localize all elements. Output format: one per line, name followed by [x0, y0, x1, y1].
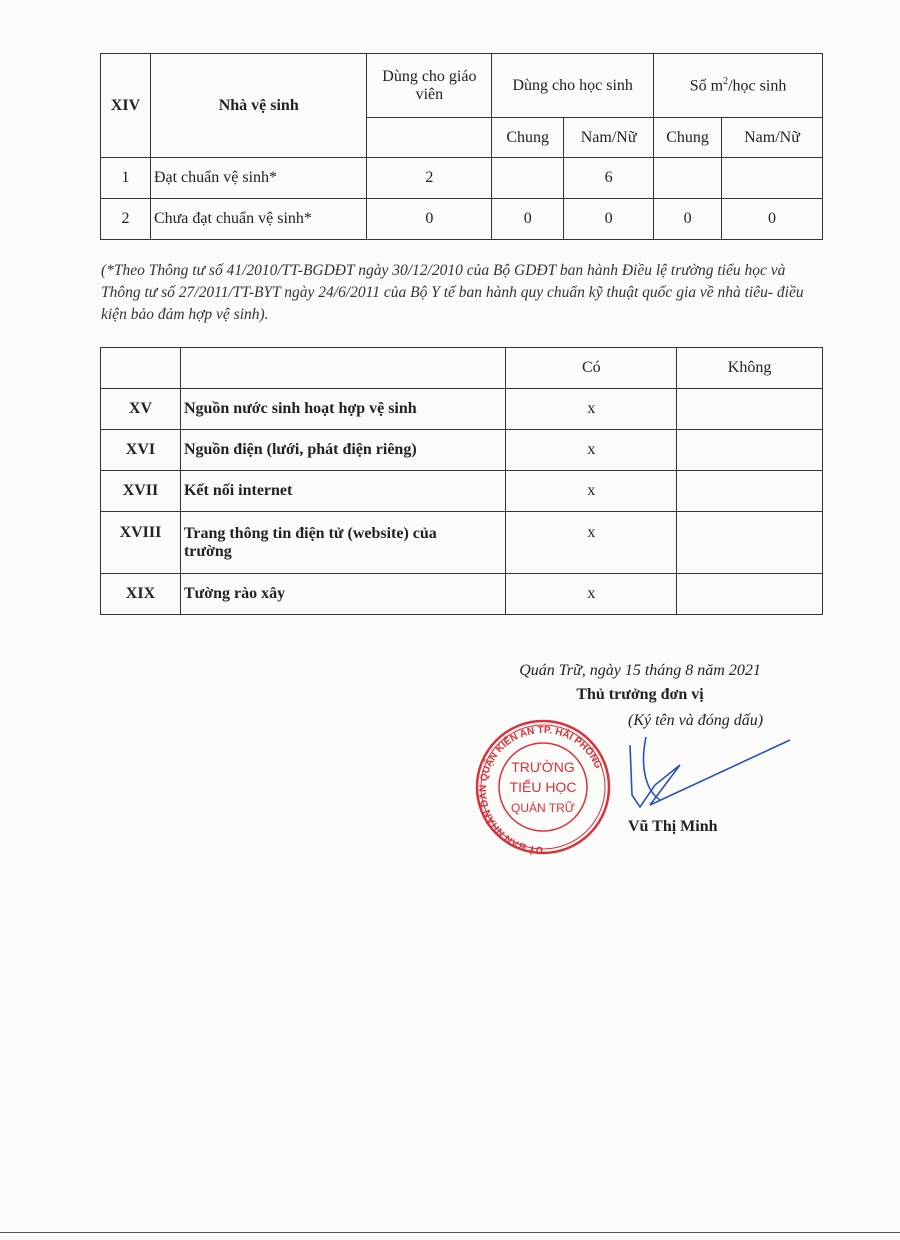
cell	[492, 158, 564, 199]
svg-text:UỶ BAN NHÂN DÂN QUẬN KIẾN AN T: UỶ BAN NHÂN DÂN QUẬN KIẾN AN TP. HẢI PHÒNG	[477, 724, 604, 856]
cell: 0	[654, 199, 722, 240]
cell: x	[506, 574, 677, 615]
subheader: Chung	[492, 118, 564, 158]
handwritten-signature	[610, 735, 800, 815]
svg-text:TIỂU HỌC: TIỂU HỌC	[509, 779, 577, 795]
cell: 0	[367, 199, 492, 240]
row-label: Nguồn nước sinh hoạt hợp vệ sinh	[180, 389, 506, 430]
svg-text:QUÁN TRỮ: QUÁN TRỮ	[510, 801, 576, 815]
row-number: 1	[101, 158, 151, 199]
row-label: Nguồn điện (lưới, phát điện riêng)	[180, 430, 506, 471]
cell: x	[506, 389, 677, 430]
table-row	[101, 158, 823, 199]
place-date: Quán Trữ, ngày 15 tháng 8 năm 2021	[519, 662, 761, 679]
section-number: XIV	[101, 54, 151, 158]
header-area	[654, 54, 823, 118]
subheader: Nam/Nữ	[722, 118, 823, 158]
row-label: Đạt chuẩn vệ sinh*	[150, 158, 367, 199]
row-label: Tường rào xây	[180, 574, 506, 615]
header-area-sup: 2	[723, 75, 729, 87]
facility-table	[100, 347, 823, 615]
header-teacher: Dùng cho giáo viên	[367, 54, 492, 118]
empty-cell	[101, 348, 181, 389]
table-row	[101, 512, 823, 574]
table-row	[101, 199, 823, 240]
row-number: XIX	[101, 574, 181, 615]
header-area-suffix: /học sinh	[728, 77, 787, 95]
cell: 6	[564, 158, 654, 199]
row-number: XVI	[101, 430, 181, 471]
cell	[677, 471, 823, 512]
cell	[677, 389, 823, 430]
row-label: Kết nối internet	[180, 471, 506, 512]
table-row	[101, 430, 823, 471]
empty-cell	[367, 118, 492, 158]
section-title: Nhà vệ sinh	[150, 54, 367, 158]
signer-name: Vũ Thị Minh	[628, 818, 718, 835]
svg-text:TRƯỜNG: TRƯỜNG	[511, 759, 575, 775]
cell: x	[506, 471, 677, 512]
header-no: Không	[677, 348, 823, 389]
header-students: Dùng cho học sinh	[492, 54, 654, 118]
cell: x	[506, 430, 677, 471]
subheader: Nam/Nữ	[564, 118, 654, 158]
cell: 0	[722, 199, 823, 240]
toilet-table	[100, 53, 823, 240]
school-stamp	[470, 712, 620, 862]
cell: x	[506, 512, 677, 574]
cell	[654, 158, 722, 199]
cell: 0	[564, 199, 654, 240]
sign-instruction: (Ký tên và đóng dấu)	[628, 712, 764, 729]
cell: 0	[492, 199, 564, 240]
row-number: XV	[101, 389, 181, 430]
empty-cell	[180, 348, 506, 389]
row-number: XVII	[101, 471, 181, 512]
cell	[677, 574, 823, 615]
cell	[677, 430, 823, 471]
row-label: Chưa đạt chuẩn vệ sinh*	[150, 199, 367, 240]
row-label: Trang thông tin điện tử (website) của trường	[180, 512, 506, 574]
table-row	[101, 389, 823, 430]
subheader: Chung	[654, 118, 722, 158]
table-row	[101, 574, 823, 615]
table-row	[101, 471, 823, 512]
cell	[677, 512, 823, 574]
row-number: 2	[101, 199, 151, 240]
footnote: (*Theo Thông tư số 41/2010/TT-BGDĐT ngày 30/12/2010 của Bộ GDĐT ban hành Điều lệ trường tiểu học và Thông tư số 27/2011/TT-BYT ngày 24/6/2011 của Bộ Y tế ban hành quy chuẩn kỹ thuật quốc gia về nhà tiêu- điều kiện bảo đảm hợp vệ sinh).	[101, 262, 804, 323]
header-area-text: Số m	[689, 77, 724, 95]
scan-edge	[0, 1232, 900, 1233]
row-number: XVIII	[101, 512, 181, 574]
header-yes: Có	[506, 348, 677, 389]
signer-role: Thủ trưởng đơn vị	[576, 686, 704, 703]
cell	[722, 158, 823, 199]
cell: 2	[367, 158, 492, 199]
